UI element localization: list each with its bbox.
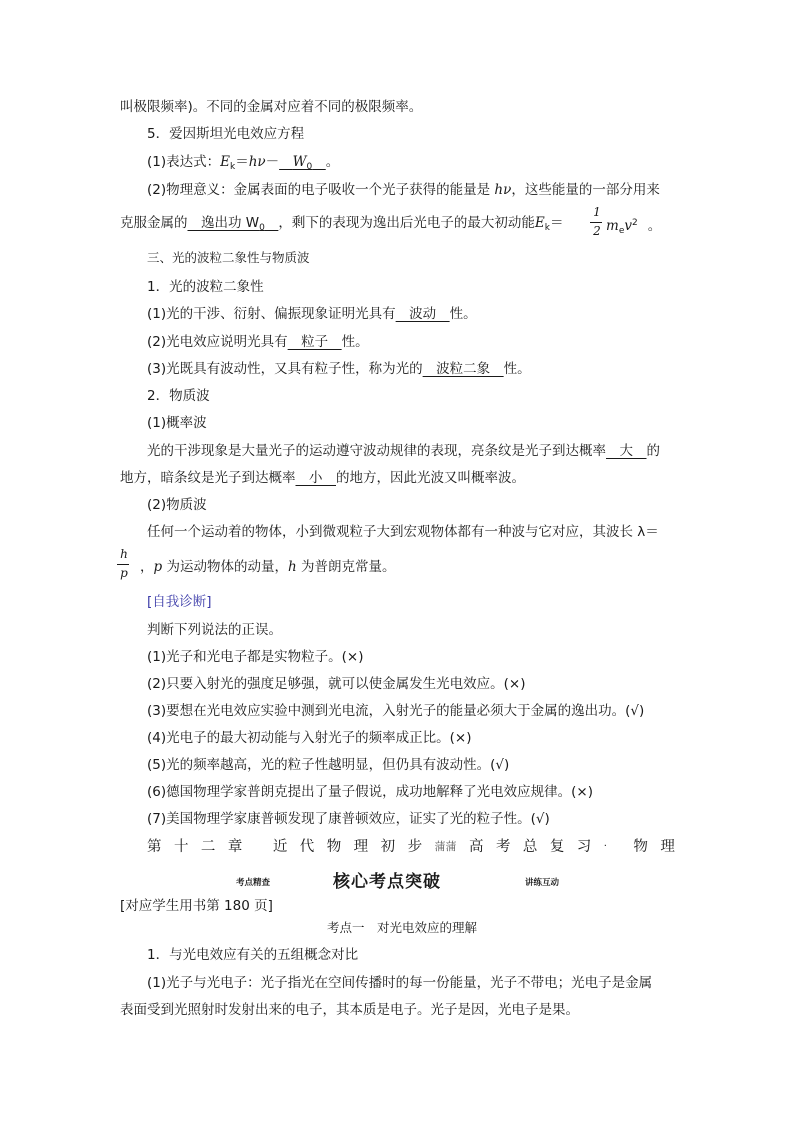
banner-left-label: 考点精查	[236, 878, 271, 888]
physical-meaning-line: (2)物理意义：金属表面的电子吸收一个光子获得的能量是 hν，这些能量的一部分用来	[147, 182, 660, 198]
banner-right-label: 讲练互动	[525, 878, 560, 888]
answer-blank-small: 小	[295, 470, 336, 486]
wavelength-denominator: p	[120, 566, 128, 580]
wavelength-fraction-bar	[117, 564, 129, 565]
diagnosis-item: (6)德国物理学家普朗克提出了量子假说，成功地解释了光电效应规律。(×)	[147, 784, 593, 800]
probability-wave-line-2: 地方，暗条纹是光子到达概率 小 的地方，因此光波又叫概率波。	[120, 470, 525, 486]
matter-wave-label: (2)物质波	[147, 497, 207, 513]
running-header: 第 十 二 章 近 代 物 理 初 步 蒲蒲 高 考 总 复 习 · 物 理	[147, 839, 675, 855]
fraction-numerator: 1	[593, 205, 601, 219]
kinetic-energy-term: $m_ev^2$ 。	[606, 218, 662, 236]
subheading-matter-wave: 2．物质波	[147, 388, 210, 404]
answer-blank-duality: 波粒二象	[422, 361, 504, 377]
section-paragraph-line-2: 表面受到光照射时发射出来的电子，其本质是电子。光子是因，光电子是果。	[120, 1002, 579, 1018]
answer-blank-large: 大	[606, 443, 647, 459]
probability-wave-line-1: 光的干涉现象是大量光子的运动遵守波动规律的表现，亮条纹是光子到达概率 大 的	[147, 443, 660, 459]
wavelength-numerator: h	[120, 547, 128, 561]
diagnosis-item: (3)要想在光电效应实验中测到光电流，入射光子的能量必须大于金属的逸出功。(√)	[147, 703, 645, 719]
book-page-reference: [对应学生用书第 180 页]	[120, 898, 273, 914]
subheading-duality: 1．光的波粒二象性	[147, 279, 264, 295]
section-title: 考点一 对光电效应的理解	[327, 920, 478, 935]
equation-expression-line: (1)表达式：$E_k=h\nu-$ $W_0$ 。	[147, 154, 340, 172]
diagnosis-item: (4)光电子的最大初动能与入射光子的频率成正比。(×)	[147, 730, 472, 746]
section-paragraph-line-1: (1)光子与光电子：光子指光在空间传播时的每一份能量，光子不带电；光电子是金属	[147, 975, 653, 991]
diagnosis-item: (7)美国物理学家康普顿发现了康普顿效应，证实了光的粒子性。(√)	[147, 811, 550, 827]
text-line: 叫极限频率)。不同的金属对应着不同的极限频率。	[120, 99, 423, 115]
answer-blank-w0: $W_0$	[292, 154, 313, 172]
duality-line-1: (1)光的干涉、衍射、偏振现象证明光具有 波动 性。	[147, 306, 477, 322]
section-item-heading: 1．与光电效应有关的五组概念对比	[147, 947, 359, 963]
section-heading-wave-particle: 三、光的波粒二象性与物质波	[147, 250, 310, 265]
matter-wave-line-2: ，p 为运动物体的动量，h 为普朗克常量。	[140, 559, 396, 575]
fraction-bar	[590, 222, 602, 223]
heading-einstein-equation: 5．爱因斯坦光电效应方程	[147, 126, 305, 142]
banner-title: 核心考点突破	[333, 872, 441, 892]
self-diagnosis-intro: 判断下列说法的正误。	[147, 622, 282, 638]
answer-blank-wave: 波动	[395, 306, 450, 322]
self-diagnosis-title: [自我诊断]	[147, 594, 212, 610]
duality-line-3: (3)光既具有波动性，又具有粒子性，称为光的 波粒二象 性。	[147, 361, 531, 377]
answer-blank-work-function: 逸出功 $W_0$	[187, 215, 265, 233]
probability-wave-label: (1)概率波	[147, 415, 207, 431]
fraction-denominator: 2	[593, 224, 601, 238]
physical-meaning-line-2: 克服金属的 逸出功 $W_0$ ，剩下的表现为逸出后光电子的最大初动能$E_k=$	[120, 215, 564, 233]
diagnosis-item: (1)光子和光电子都是实物粒子。(×)	[147, 649, 364, 665]
diagnosis-item: (2)只要入射光的强度足够强，就可以使金属发生光电效应。(×)	[147, 676, 526, 692]
matter-wave-line-1: 任何一个运动着的物体，小到微观粒子大到宏观物体都有一种波与它对应，其波长 λ＝	[147, 524, 659, 540]
duality-line-2: (2)光电效应说明光具有 粒子 性。	[147, 334, 369, 350]
diagnosis-item: (5)光的频率越高，光的粒子性越明显，但仍具有波动性。(√)	[147, 757, 510, 773]
answer-blank-particle: 粒子	[287, 334, 342, 350]
